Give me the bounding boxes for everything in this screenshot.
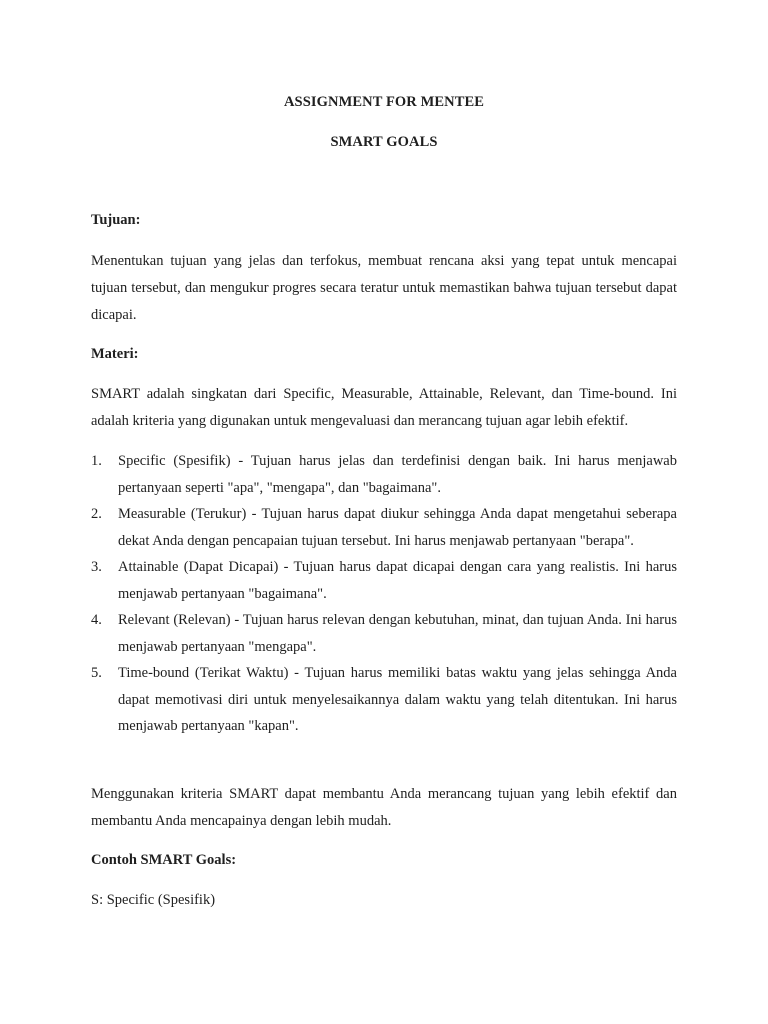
materi-intro-paragraph: SMART adalah singkatan dari Specific, Measurable, Attainable, Relevant, dan Time-bound. Ini adalah kriteria yang digunakan untuk mengevaluasi dan merancang tujuan agar lebih efektif. xyxy=(91,386,677,429)
list-item xyxy=(91,501,677,554)
list-item xyxy=(91,660,677,740)
contoh-first-line: S: Specific (Spesifik) xyxy=(91,892,216,908)
list-item xyxy=(91,554,677,607)
list-item xyxy=(91,607,677,660)
list-item-number: 4. xyxy=(91,612,102,628)
materi-closing-paragraph: Menggunakan kriteria SMART dapat membantu Anda merancang tujuan yang lebih efektif dan membantu Anda mencapainya dengan lebih mudah. xyxy=(91,786,677,829)
list-item-text: Relevant (Relevan) - Tujuan harus relevan dengan kebutuhan, minat, dan tujuan Anda. Ini harus menjawab pertanyaan "mengapa". xyxy=(118,612,677,655)
list-item-number: 3. xyxy=(91,559,102,575)
tujuan-paragraph: Menentukan tujuan yang jelas dan terfokus, membuat rencana aksi yang tepat untuk mencapai tujuan tersebut, dan mengukur progres secara teratur untuk memastikan bahwa tujuan tersebut dapat dicapai. xyxy=(91,253,677,323)
list-item-number: 5. xyxy=(91,665,102,681)
list-item-number: 1. xyxy=(91,453,102,469)
document-subtitle: SMART GOALS xyxy=(330,134,438,150)
list-item-text: Specific (Spesifik) - Tujuan harus jelas dan terdefinisi dengan baik. Ini harus menjawab pertanyaan seperti "apa", "mengapa", dan "bagaimana". xyxy=(118,453,677,496)
list-item xyxy=(91,448,677,501)
tujuan-heading: Tujuan: xyxy=(91,212,141,228)
list-item-text: Time-bound (Terikat Waktu) - Tujuan harus memiliki batas waktu yang jelas sehingga Anda dapat memotivasi diri untuk menyelesaikannya dalam waktu yang telah ditentukan. Ini harus menjawab pertanyaan "kapan". xyxy=(118,665,677,734)
document-title: ASSIGNMENT FOR MENTEE xyxy=(283,94,485,110)
materi-heading: Materi: xyxy=(91,346,139,362)
list-item-text: Measurable (Terukur) - Tujuan harus dapat diukur sehingga Anda dapat mengetahui seberapa dekat Anda dengan pencapaian tujuan tersebut. Ini harus menjawab pertanyaan "berapa". xyxy=(118,506,677,549)
list-item-text: Attainable (Dapat Dicapai) - Tujuan harus dapat dicapai dengan cara yang realistis. Ini harus menjawab pertanyaan "bagaimana". xyxy=(118,559,677,602)
contoh-heading: Contoh SMART Goals: xyxy=(91,852,237,868)
list-item-number: 2. xyxy=(91,506,102,522)
smart-criteria-list xyxy=(91,448,677,740)
